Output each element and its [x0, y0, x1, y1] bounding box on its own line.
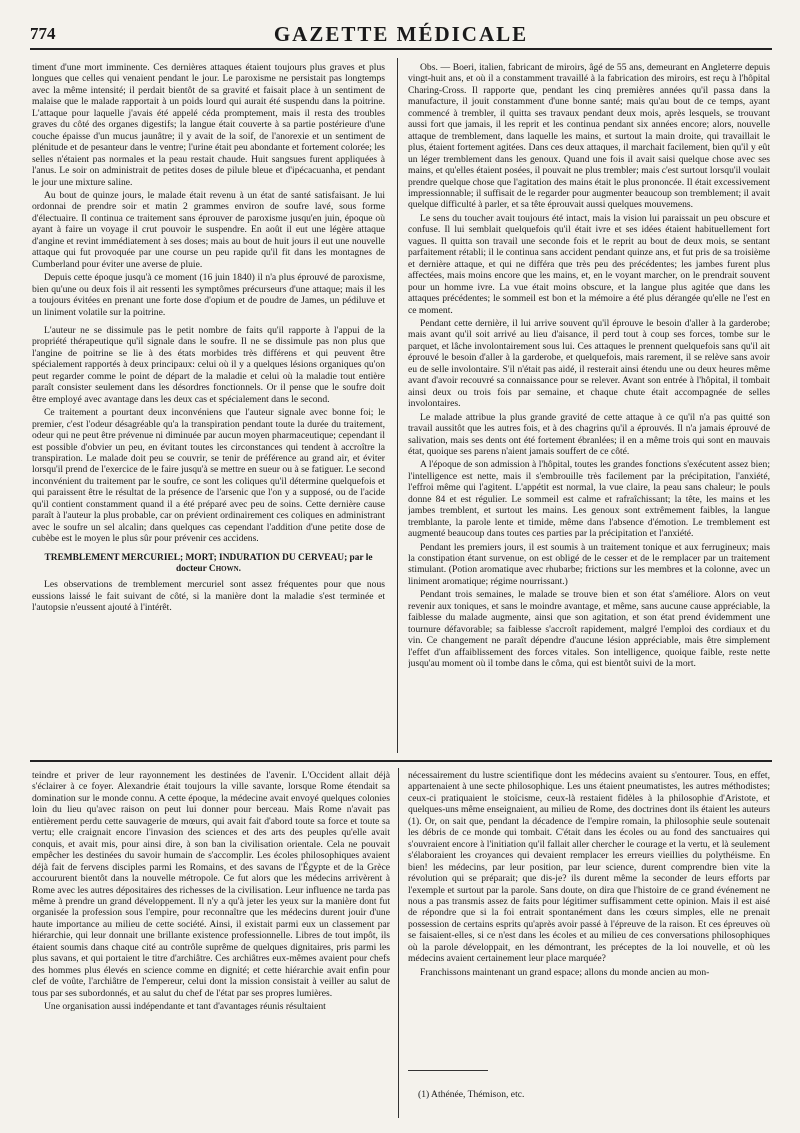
paragraph: Depuis cette époque jusqu'à ce moment (16 juin 1840) il n'a plus éprouvé de paroxisme, bien qu'une ou deux fois il ait ressenti les symptômes précurseurs d'une attaque; mais il les a toujours évitées en prenant une forte dose d'opium et de poudre de James, un pédiluve et un liniment volatile sur la poitrine. [32, 272, 385, 318]
paragraph: timent d'une mort imminente. Ces dernières attaques étaient toujours plus graves et plus longues que celles qui venaient pendant le jour. Le paroxisme ne persistait pas longtemps avec la même intensité; il perdait bientôt de sa gravité et faisait place à un sentiment de malaise que le malade rapportait à un poids lourd qui aurait été suspendu dans la poitrine. L'attaque pour laquelle j'avais été appelé céda promptement, mais il resta des troubles graves du côté des organes digestifs; la langue était couverte à sa partie postérieure d'une couche épaisse d'un mucus jaunâtre; il y avait de la soif, de l'anorexie et un sentiment de plénitude et de pesanteur dans le ventre; l'urine était peu abondante et fortement colorée; les selles n'étaient pas normales et la peau restait chaude. Huit sangsues furent appliquées à l'anus. Le soir on administrait de petites doses de pilule bleue et d'ipécacuanha, et pendant le jour une mixture saline. [32, 62, 385, 188]
section-heading-author: Chown. [208, 564, 241, 575]
column-bottom-left [32, 770, 390, 1120]
journal-title: GAZETTE MÉDICALE [273, 22, 529, 46]
paragraph: L'auteur ne se dissimule pas le petit nombre de faits qu'il rapporte à l'appui de la propriété thérapeutique qu'il signale dans le soufre. Il ne se dissimule pas non plus que l'angine de poitrine se lie à des états morbides très différens et qui peuvent être spécialement rapportés à deux principaux: celui où il y a quelques lésions organiques qu'on peut regarder comme le point de départ de la maladie et celui où la maladie tout entière paraît consister seulement dans les désordres fonctionnels. Or il pense que le soufre doit être employé avec avantage dans les deux cas et spécialement dans le second. [32, 324, 385, 405]
column-bottom-right [408, 770, 770, 1060]
column-divider-bottom [398, 768, 399, 1118]
paragraph: Ce traitement a pourtant deux inconvéniens que l'auteur signale avec bonne foi; le premier, c'est l'odeur désagréable qu'a la transpiration pendant toute la durée du traitement, odeur qui ne peut être prévenue ni diminuée par aucun moyen pharmaceutique; cependant il est possible d'obvier un peu, en évitant toutes les circonstances qui tendent à accroître la transpiration. Le malade doit peu se couvrir, se tenir de préférence au grand air, et éviter lorsqu'il prend de l'exercice de le faire jusqu'à se mettre en sueur ou à se fatiguer. Le second inconvénient du traitement par le soufre, ce sont les coliques qu'il détermine quelquefois et qui paraissent être le résultat de la présence de l'arsenic que l'on y a supposé, ou de l'acide qu'il contient constamment quand il a été préparé avec peu de soins. Cette dernière cause paraît à l'auteur la plus probable, car on prévient ordinairement ces coliques en administrant avec le soufre un sel alcalin; dans quelques cas cependant l'addition d'une petite dose de cubèbe est le moyen le plus sûr pour prévenir ces accidens. [32, 407, 385, 545]
paragraph: A l'époque de son admission à l'hôpital, toutes les grandes fonctions s'exécutent assez bien; l'intelligence est nette, mais il s'embrouille très facilement par la précipitation, l'anxiété, l'effroi même qui l'agitent. L'appétit est normal, la vue claire, la peau sans chaleur; le pouls donne 84 et est régulier. Le sommeil est calme et rafraîchissant; la tête, les mains et les jambes tremblent, et surtout les mains. Les genoux sont extrêmement faibles, la langue tremblante, la parole lente et timide, même dans l'absence d'émotion. Le tremblement est augmenté beaucoup dans toutes ces parties par la précipitation et l'anxiété. [408, 459, 770, 540]
page-number: 774 [30, 24, 56, 43]
footnote: (1) Athénée, Thémison, etc. [418, 1089, 525, 1100]
paragraph: Pendant trois semaines, le malade se trouve bien et son état s'améliore. Alors on veut revenir aux toniques, et sans le moindre avantage, et même, sans aucune cause appréciable, la faiblesse du malade augmente, ainsi que son agitation, et son état prend évidemment une tournure défavorable; sa faiblesse s'accroît rapidement, malgré l'emploi des cordiaux et du vin. Ce changement ne paraît dépendre d'aucune lésion appréciable, mais être simplement l'effet d'un affaiblissement des forces vitales. Son intelligence, quoique faible, reste nette jusqu'au moment où il tombe dans le côma, qui est bientôt suivi de la mort. [408, 589, 770, 670]
paragraph: Obs. — Boeri, italien, fabricant de miroirs, âgé de 55 ans, demeurant en Angleterre depuis vingt-huit ans, et où il a constamment travaillé à la fabrication des miroirs, est reçu à l'hôpital Charing-Cross. Il rapporte que, pendant les cinq premières années qu'il passa dans la manufacture, il jouit constamment d'une bonne santé; mais qu'au bout de ce temps, ayant commencé à trembler, il quitta ses travaux pendant deux mois, après lesquels, se trouvant aussi fort que jamais, il les reprit et les continua pendant six années encore; alors, nouvelle attaque de tremblement, dans laquelle les mains, et surtout la main droite, qui travaillait le plus, étaient fortement agitées. Dans ces deux attaques, il marchait facilement, bien qu'il y eût un léger tremblement dans les genoux. Quand une fois il avait saisi quelque chose avec ses mains, et qu'elles étaient posées, il pouvait ne plus trembler; mais c'est surtout lorsqu'il voulait prendre quelque chose que l'agitation des mains était le plus prononcée. Il était excessivement impressionnable; il suffisait de le regarder pour augmenter beaucoup son tremblement; il avait quelque difficulté à parler, et sa tête éprouvait aussi quelques mouvemens. [408, 62, 770, 211]
paragraph: Pendant les premiers jours, il est soumis à un traitement tonique et aux ferrugineux; mais la constipation étant survenue, on est obligé de le cesser et de le remplacer par un traitement stimulant. (Potion aromatique avec rhubarbe; frictions sur les membres et la colonne, avec un liniment aromatique; régime nourrissant.) [408, 541, 770, 587]
section-heading [32, 553, 385, 576]
column-top-right [408, 62, 770, 752]
paragraph: Franchissons maintenant un grand espace; allons du monde ancien au mon- [420, 966, 710, 978]
paragraph: Une organisation aussi indépendante et tant d'avantages réunis résultaient [44, 1001, 326, 1013]
paragraph: nécessairement du lustre scientifique dont les médecins avaient su s'entourer. Tous, en effet, appartenaient à une secte philosophique. Les uns étaient pneumatistes, les autres méthodistes; ceux-ci pratiquaient le stoïcisme, ceux-là restaient fidèles à la philosophie d'Aristote, et quelques-uns même enseignaient, au milieu de Rome, des doctrines dont ils étaient les auteurs (1). Or, on sait que, pendant la décadence de l'empire romain, la philosophie seule soutenait les débris de ce monde qui tombait. C'était dans les écoles ou au fond des sanctuaires qui s'ouvraient encore à l'initiation qu'il fallait aller chercher le courage et la vertu, et là seulement s'élaboraient les croyances qui devaient remplacer les erreurs vieillies du polythéisme. En bien! les médecins, par leur position, par leur science, durent comprendre bien vite la révolution qui se préparait; que dis-je? ils durent même la seconder de leurs efforts par l'exemple et surtout par la parole. Sans doute, on dira que l'histoire de ce grand événement ne nous a pas transmis assez de faits pour légitimer suffisamment cette opinion. Mais il est aisé de répondre que si la foi entrait spontanément dans les cœurs simples, elle ne prenait possession de certains esprits qu'après avoir passé à l'épreuve de la raison. Et ces épreuves où se faisaient-elles, si ce n'est dans les écoles et au milieu de ces conversations philosophiques où la parole développait, en les démontrant, les préceptes de la loi nouvelle, et où les médecins avaient certainement leur place marquée? [408, 770, 770, 965]
footnote-divider [408, 1070, 488, 1071]
paragraph: Les observations de tremblement mercuriel sont assez fréquentes pour que nous eussions laissé le fait suivant de côté, si la manière dont la maladie s'est terminée et l'autopsie n'eussent ajouté à l'intérêt. [32, 579, 385, 614]
page-header [30, 22, 772, 50]
paragraph: Le malade attribue la plus grande gravité de cette attaque à ce qu'il n'a pas quitté son travail aussitôt que les autres fois, et à des chagrins qu'il a éprouvés. Il n'a jamais éprouvé de salivation, mais ses dents ont été fortement ébranlées; il en a même trois qui sont en mauvais état, quoique ses parens n'aient jamais souffert de ce côté. [408, 411, 770, 457]
paragraph: Le sens du toucher avait toujours été intact, mais la vision lui paraissait un peu obscure et confuse. Il lui semblait quelquefois qu'il était ivre et ses idées étaient habituellement fort vagues. Il quitta son travail une seconde fois et le reprit au bout de deux mois, se sentant parfaitement rétabli; il le continua sans accident pendant quinze ans, et fut pris de sa troisième et dernière attaque, et qui ne différa que très peu des précédentes; les jambes furent plus affectées, mais moins encore que les mains, et, en le voyant marcher, on le prendrait souvent pour un homme ivre. La vue était moins obscure, et la langue plus agitée que dans les attaques précédentes; le sommeil est bon et la mémoire a été plus dérangée qu'elle ne l'est en ce moment. [408, 212, 770, 316]
column-top-left [32, 62, 385, 802]
horizontal-divider [30, 760, 772, 762]
paragraph: teindre et priver de leur rayonnement les destinées de l'avenir. L'Occident allait déjà s'éclairer à ce foyer. Alexandrie était toujours la ville savante, lorsque Rome étendait sa domination sur le monde connu. A cette époque, la médecine avait envoyé quelques colonies loin du lieu qu'avec raison on peut lui donner pour berceau. Mais Rome n'avait pas entièrement perdu cette sauvagerie de mœurs, qui avait fait d'abord toute sa force et toute sa vertu; elle craignait encore l'invasion des sciences et des arts des peuples qu'elle avait conquis, et avait mis, pour ainsi dire, à son ban la civilisation orientale. Cela ne pouvait empêcher les destinées du savoir humain de s'accomplir. Les écoles philosophiques avaient déjà fait de fervens disciples parmi les Romains, et des savans de l'Égypte et de la Grèce accoururent bientôt dans la nouvelle métropole. Ce fut alors que les médecins arrivèrent à Rome avec les autres dépositaires des richesses de la civilisation. Leur influence ne tarda pas même à prendre un grand développement. Il n'y a qu'à jeter les yeux sur la manière dont fut organisée la profession sous l'empire, pour reconnaître que les médecins durent jouir d'une haute importance au milieu de cette société. Ainsi, il existait parmi eux un classement par hiérarchie, qui leur donnait une brillante existence professionnelle. Libres de tout impôt, ils étaient soumis dans chaque cité au contrôle suprême de quelques dignitaires, pris parmi les plus savans, et qui portaient le titre d'archiâtre. Ces archiâtres eux-mêmes avaient pour chefs des hommes plus élevés en science comme en dignité; et cette hiérarchie avait enfin pour clef de voûte, l'archiâtre de l'empereur, celui dont la mission consistait à veiller au salut de tous par ses subordonnés, et au salut du chef de l'état par ses propres lumières. [32, 770, 390, 999]
column-divider-top [397, 58, 398, 753]
paragraph: Pendant cette dernière, il lui arrive souvent qu'il éprouve le besoin d'aller à la garderobe; mais avant qu'il soit arrivé au lieu d'aisance, il perd tout à coup ses forces, tombe sur le parquet, et lâche involontairement sous lui. Ces attaques le prennent quelquefois sans qu'il ait éprouvé le besoin d'aller à la garderobe, et quelquefois, mais rarement, il se relève sans avoir eu de selle involontaire. S'il n'était pas aidé, il resterait ainsi étendu une ou deux heures même avant d'avoir recouvré sa connaissance pour se relever. Avant son entrée à l'hôpital, il tombait ainsi deux ou trois fois par semaine, et chaque chute était accompagnée de selles involontaires. [408, 317, 770, 410]
section-heading-title: TREMBLEMENT MERCURIEL; MORT; INDURATION DU CERVEAU; par le docteur [44, 552, 373, 575]
paragraph: Au bout de quinze jours, le malade était revenu à un état de santé satisfaisant. Je lui ordonnai de prendre soir et matin 2 grammes environ de soufre lavé, sous forme d'électuaire. Il continua ce traitement sans éprouver de paroxisme jusqu'en juin, époque où ayant à faire un voyage il crut pouvoir le suspendre. En août il eut une légère attaque d'angine et revint immédiatement à ses doses; mais au bout de huit jours il eut une nouvelle attaque qui fut provoquée par une course un peu rapide qu'il fit dans les montagnes de Cumberland pour éviter une averse de pluie. [32, 189, 385, 270]
